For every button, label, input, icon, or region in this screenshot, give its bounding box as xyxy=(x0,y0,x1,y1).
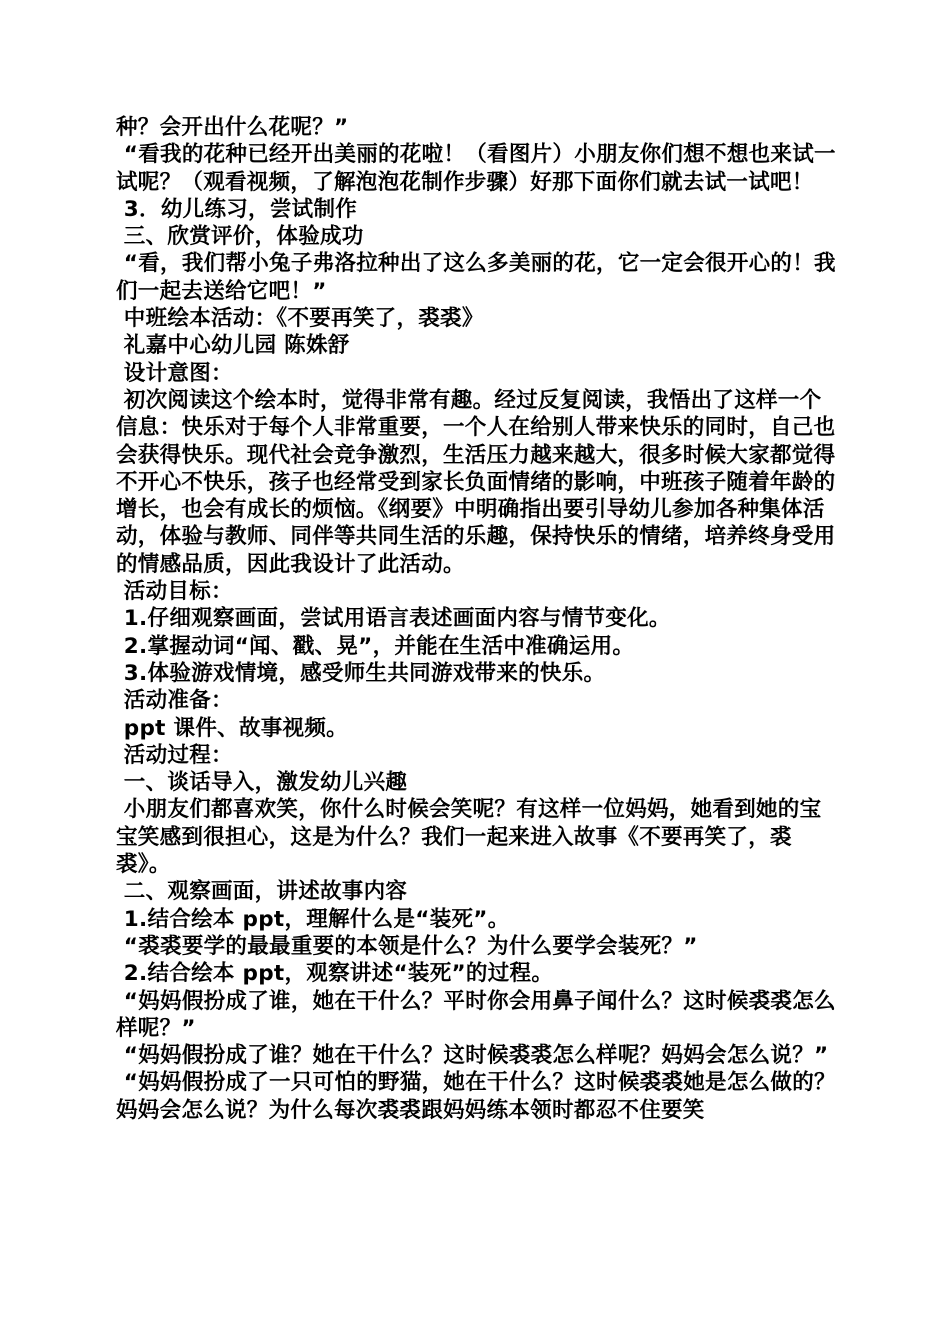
paragraph: “妈妈假扮成了一只可怕的野猫，她在干什么？这时候裘裘她是怎么做的？妈妈会怎么说？为什么每次裘裘跟妈妈练本领时都忍不住要笑 xyxy=(116,1070,836,1123)
paragraph: “妈妈假扮成了谁，她在干什么？平时你会用鼻子闻什么？这时候裘裘怎么样呢？” xyxy=(116,988,836,1041)
paragraph: “裘裘要学的最最重要的本领是什么？为什么要学会装死？” xyxy=(116,933,698,959)
list-item: 1.结合绘本 ppt，理解什么是“装死”。 xyxy=(116,906,510,932)
paragraph: “看我的花种已经开出美丽的花啦！（看图片）小朋友你们想不想也来试一试呢？（观看视频，了解泡泡花制作步骤）好那下面你们就去试一试吧！ xyxy=(116,142,836,195)
paragraph: 初次阅读这个绘本时，觉得非常有趣。经过反复阅读，我悟出了这样一个信息：快乐对于每个人非常重要，一个人在给别人带来快乐的同时，自己也会获得快乐。现代社会竞争激烈，生活压力越来越大，很多时候大家都觉得不开心不快乐，孩子也经常受到家长负面情绪的影响，中班孩子随着年龄的增长，也会有成长的烦恼。《纲要》中明确指出要引导幼儿参加各种集体活动，体验与教师、同伴等共同生活的乐趣，保持快乐的情绪，培养终身受用的情感品质，因此我设计了此活动。 xyxy=(116,387,836,577)
paragraph: ppt 课件、故事视频。 xyxy=(116,715,348,741)
list-item: 2.掌握动词“闻、戳、晃”，并能在生活中准确运用。 xyxy=(116,633,635,659)
list-item: 1.仔细观察画面，尝试用语言表述画面内容与情节变化。 xyxy=(116,606,671,632)
section-heading: 活动准备： xyxy=(116,688,233,714)
activity-title: 中班绘本活动：《不要再笑了，裘裘》 xyxy=(116,306,484,332)
list-item: 3.体验游戏情境，感受师生共同游戏带来的快乐。 xyxy=(116,660,606,686)
list-item: 2.结合绘本 ppt，观察讲述“装死”的过程。 xyxy=(116,961,554,987)
paragraph: 3．幼儿练习，尝试制作 xyxy=(116,196,358,222)
section-heading: 活动目标： xyxy=(116,579,233,605)
paragraph: 种？会开出什么花呢？” xyxy=(116,115,349,140)
paragraph: “妈妈假扮成了谁？她在干什么？这时候裘裘怎么样呢？妈妈会怎么说？” xyxy=(116,1043,829,1069)
section-heading: 一、谈话导入，激发幼儿兴趣 xyxy=(116,770,408,796)
section-heading: 三、欣赏评价，体验成功 xyxy=(116,224,364,250)
author-line: 礼嘉中心幼儿园 陈姝舒 xyxy=(116,333,350,359)
section-heading: 设计意图： xyxy=(116,360,233,386)
document-body xyxy=(116,114,840,1124)
paragraph: 小朋友们都喜欢笑，你什么时候会笑呢？有这样一位妈妈，她看到她的宝宝笑感到很担心，这是为什么？我们一起来进入故事《不要再笑了，裘裘》。 xyxy=(116,797,822,878)
section-heading: 活动过程： xyxy=(116,742,233,768)
section-heading: 二、观察画面，讲述故事内容 xyxy=(116,879,408,905)
paragraph: “看，我们帮小兔子弗洛拉种出了这么多美丽的花，它一定会很开心的！我们一起去送给它吧！” xyxy=(116,251,836,304)
